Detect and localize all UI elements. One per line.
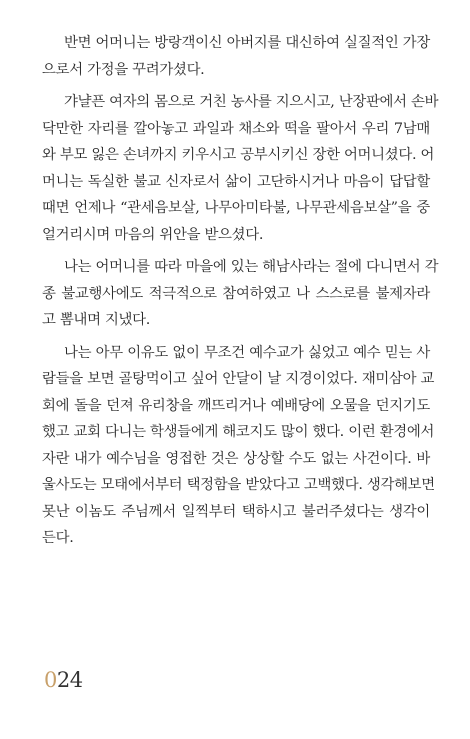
body-text [42, 30, 439, 558]
paragraph-3 [42, 254, 439, 334]
text-line: 했고 교회 다니는 학생들에게 해코지도 많이 했다. 이런 환경에서 [42, 424, 435, 440]
text-line: 든다. [42, 530, 74, 546]
paragraph-4 [42, 340, 435, 552]
text-line: 닥만한 자리를 깔아놓고 과일과 채소와 떡을 팔아서 우리 7남매 [42, 120, 430, 137]
text-line: 갸냘픈 여자의 몸으로 거친 농사를 지으시고, 난장판에서 손바 [64, 94, 439, 110]
text-line: 얼거리시며 마음의 위안을 받으셨다. [42, 226, 264, 243]
text-line: 와 부모 잃은 손녀까지 키우시고 공부시키신 장한 어머니셨다. 어 [42, 147, 435, 163]
paragraph-2 [42, 89, 439, 248]
text-line: 고 뽐내며 지냈다. [42, 312, 151, 328]
text-line: 으로서 가정을 꾸려가셨다. [42, 61, 205, 78]
text-line: 종 불교행사에도 적극적으로 참여하였고 나 스스로를 불제자라 [42, 285, 430, 302]
paragraph-1 [42, 30, 430, 83]
text-line: 머니는 독실한 불교 신자로서 삶이 고단하시거나 마음이 답답할 [42, 173, 430, 190]
text-line: 나는 아무 이유도 없이 무조건 예수교가 싫었고 예수 믿는 사 [64, 344, 430, 361]
text-line: 회에 돌을 던져 유리창을 깨뜨리거나 예배당에 오물을 던지기도 [42, 397, 430, 414]
text-line: 나는 어머니를 따라 마을에 있는 해남사라는 절에 다니면서 각 [64, 259, 439, 275]
text-line: 반면 어머니는 방랑객이신 아버지를 대신하여 실질적인 가장 [64, 35, 430, 51]
page-number [44, 668, 83, 692]
page-number-digits: 24 [56, 668, 83, 692]
text-line: 람들을 보면 골탕먹이고 싶어 안달이 날 지경이었다. 재미삼아 교 [42, 371, 435, 387]
text-line: 자란 내가 예수님을 영접한 것은 상상할 수도 없는 사건이다. 바 [42, 450, 430, 467]
text-line: 못난 이놈도 주님께서 일찍부터 택하시고 불러주셨다는 생각이 [42, 503, 430, 520]
text-line: 울사도는 모태에서부터 택정함을 받았다고 고백했다. 생각해보면 [42, 477, 435, 493]
text-line: 때면 언제나 “관세음보살, 나무아미타불, 나무관세음보살”을 중 [42, 200, 430, 216]
page-number-lead-digit: 0 [44, 668, 57, 692]
